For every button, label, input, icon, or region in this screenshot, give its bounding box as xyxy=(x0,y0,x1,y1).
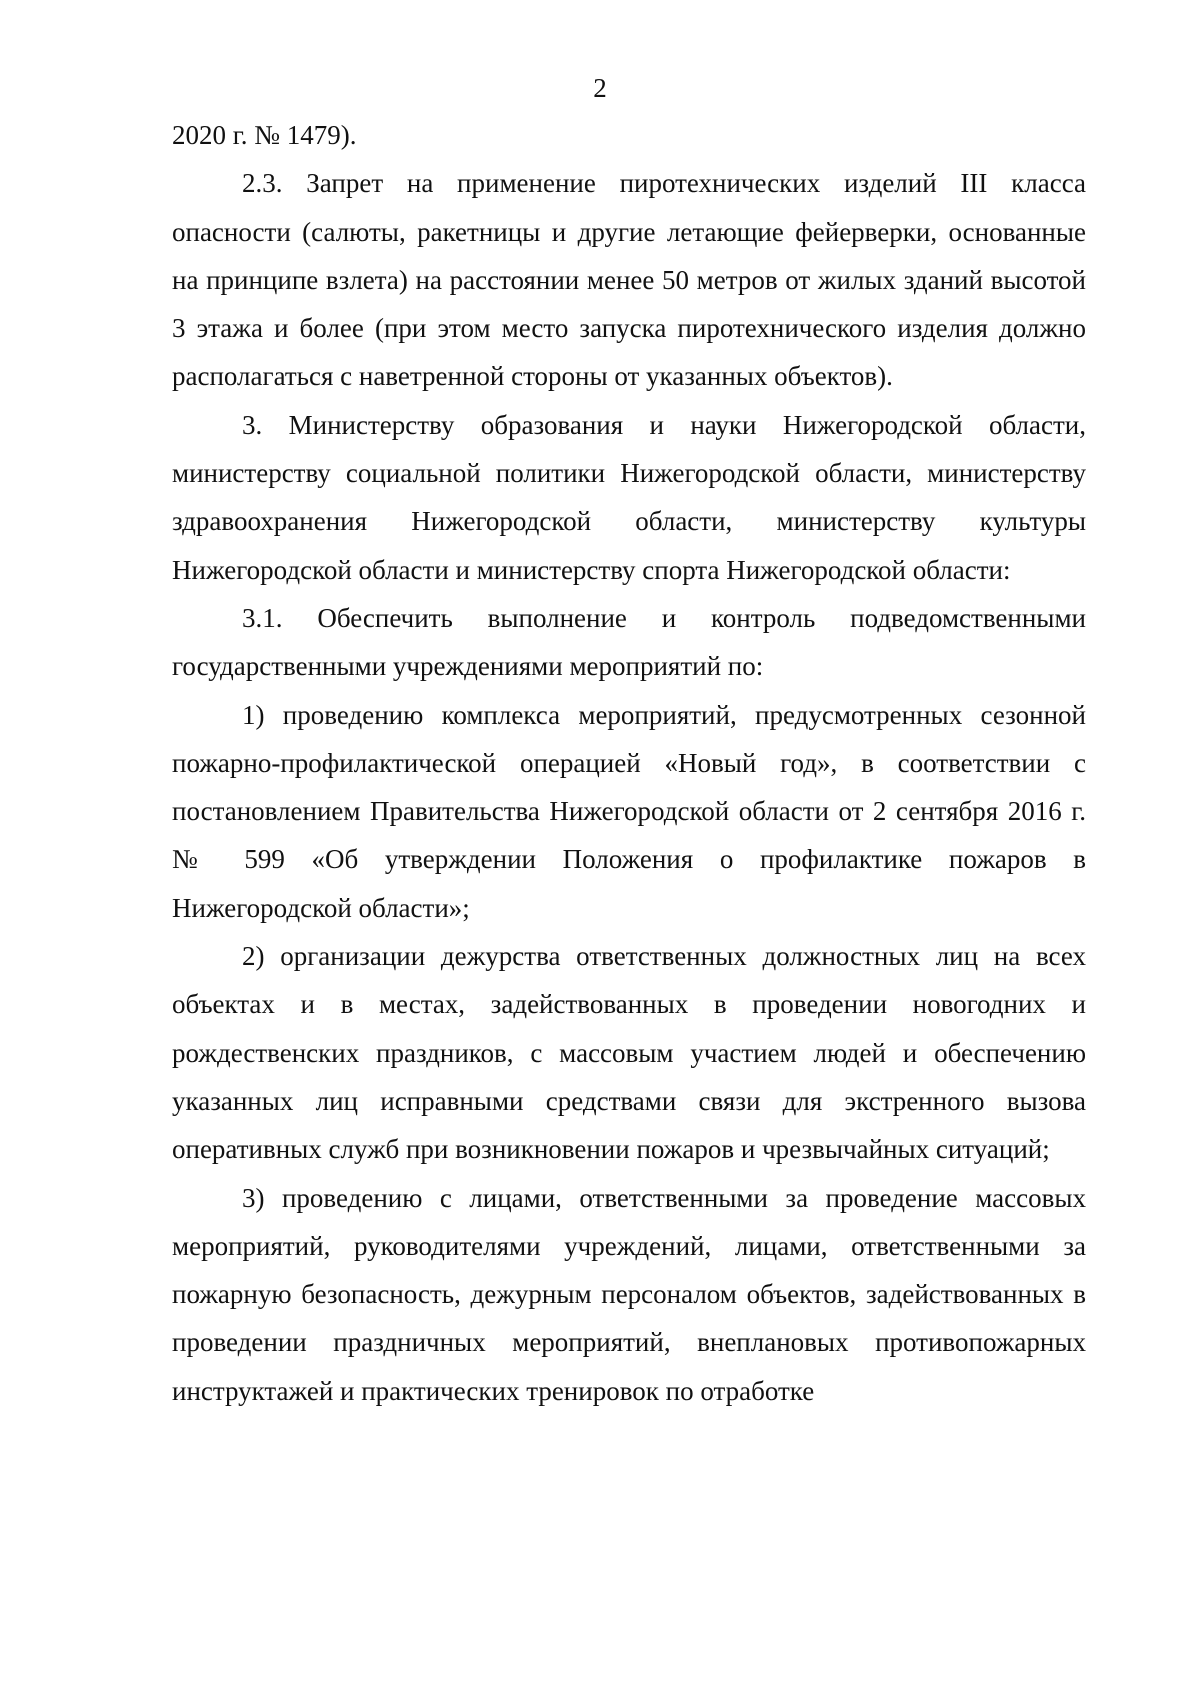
paragraph-3-1: 3.1. Обеспечить выполнение и контроль подведомственными государственными учреждениями мероприятий по: xyxy=(172,602,1086,682)
page-number: 2 xyxy=(593,73,607,103)
paragraph-2-3: 2.3. Запрет на применение пиротехнических изделий III класса опасности (салюты, ракетницы и другие летающие фейерверки, основанные на принципе взлета) на расстоянии менее 50 метров от жилых зданий высотой 3 этажа и более (при этом место запуска пиротехнического изделия должно располагаться с наветренной стороны от указанных объектов). xyxy=(172,168,1086,392)
list-item-2: 2) организации дежурства ответственных должностных лиц на всех объектах и в местах, задействованных в проведении новогодних и рождественских праздников, с массовым участием людей и обеспечению указанных лиц исправными средствами связи для экстренного вызова оперативных служб при возникновении пожаров и чрезвычайных ситуаций; xyxy=(172,941,1086,1165)
paragraph-continuation: 2020 г. № 1479). xyxy=(172,120,357,150)
list-item-1: 1) проведению комплекса мероприятий, предусмотренных сезонной пожарно-профилактической операцией «Новый год», в соответствии с постановлением Правительства Нижегородской области от 2 сентября 2016 г. № 599 «Об утверждении Положения о профилактике пожаров в Нижегородской области»; xyxy=(172,699,1086,923)
list-item-3: 3) проведению с лицами, ответственными за проведение массовых мероприятий, руководителями учреждений, лицами, ответственными за пожарную безопасность, дежурным персоналом объектов, задействованных в проведении праздничных мероприятий, внеплановых противопожарных инструктажей и практических тренировок по отработке xyxy=(172,1182,1086,1406)
document-body xyxy=(172,111,1086,1415)
paragraph-3: 3. Министерству образования и науки Нижегородской области, министерству социальной политики Нижегородской области, министерству здравоохранения Нижегородской области, министерству культуры Нижегородской области и министерству спорта Нижегородской области: xyxy=(172,409,1086,585)
